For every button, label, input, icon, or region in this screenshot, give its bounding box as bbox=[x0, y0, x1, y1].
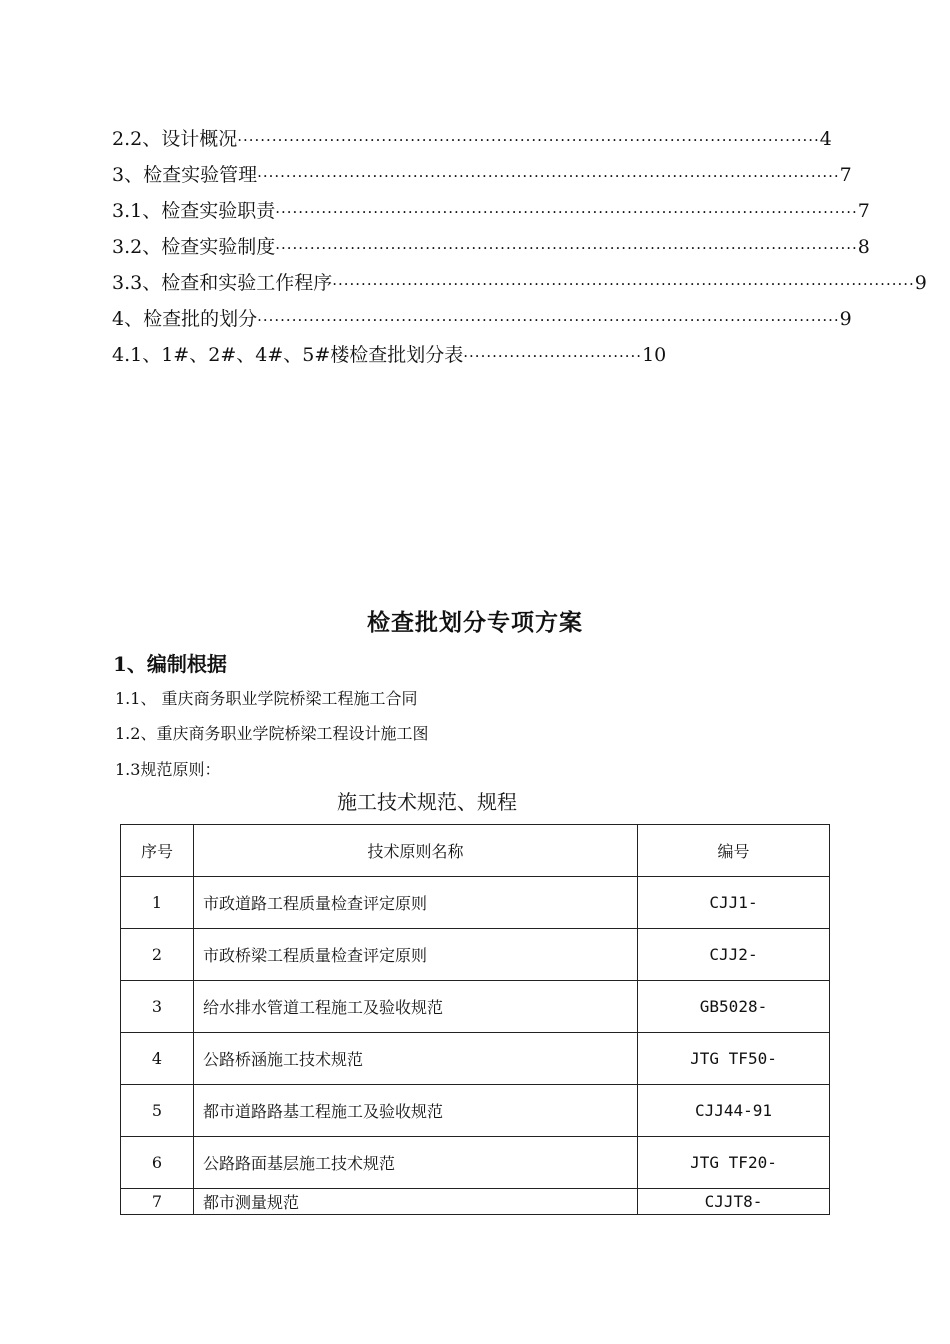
toc-entry-label: 3、检查实验管理 bbox=[112, 164, 258, 186]
table-row bbox=[121, 1189, 830, 1215]
standard-name: 市政道路工程质量检查评定原则 bbox=[194, 877, 638, 929]
table-row bbox=[121, 981, 830, 1033]
toc-entry[interactable] bbox=[112, 124, 832, 160]
standard-name: 市政桥梁工程质量检查评定原则 bbox=[194, 929, 638, 981]
table-row bbox=[121, 1033, 830, 1085]
toc-entry-label: 3.1、检查实验职责 bbox=[112, 200, 276, 222]
row-number: 5 bbox=[121, 1085, 194, 1137]
toc-entry-label: 3.2、检查实验制度 bbox=[112, 236, 276, 258]
standard-name: 都市测量规范 bbox=[194, 1189, 638, 1215]
toc-entry-label: 3.3、检查和实验工作程序 bbox=[112, 272, 333, 294]
standard-name: 给水排水管道工程施工及验收规范 bbox=[194, 981, 638, 1033]
toc-entry[interactable] bbox=[112, 268, 927, 304]
toc-leader-dots: ····································································································· bbox=[237, 131, 820, 149]
table-caption: 施工技术规范、规程 bbox=[337, 790, 517, 814]
toc-entry[interactable] bbox=[112, 304, 852, 340]
standard-code: CJJ44-91 bbox=[638, 1085, 830, 1137]
standard-name: 公路桥涵施工技术规范 bbox=[194, 1033, 638, 1085]
toc-entry-label: 4.1、1#、2#、4#、5#楼检查批划分表 bbox=[112, 344, 464, 366]
section-item: 1.2、重庆商务职业学院桥梁工程设计施工图 bbox=[115, 724, 429, 743]
row-number: 7 bbox=[121, 1189, 194, 1215]
toc-entry-page: 9 bbox=[839, 308, 852, 330]
column-header: 技术原则名称 bbox=[194, 825, 638, 877]
toc-leader-dots: ····································································································· bbox=[257, 311, 840, 329]
document-title: 检查批划分专项方案 bbox=[367, 609, 583, 636]
toc-leader-dots: ····································································································· bbox=[257, 167, 840, 185]
table-row bbox=[121, 929, 830, 981]
table-of-contents bbox=[112, 124, 927, 376]
toc-entry-page: 9 bbox=[914, 272, 927, 294]
toc-entry-page: 10 bbox=[642, 344, 667, 366]
column-header: 编号 bbox=[638, 825, 830, 877]
row-number: 1 bbox=[121, 877, 194, 929]
toc-entry[interactable] bbox=[112, 232, 870, 268]
table-row bbox=[121, 1137, 830, 1189]
toc-entry-label: 2.2、设计概况 bbox=[112, 128, 238, 150]
row-number: 6 bbox=[121, 1137, 194, 1189]
toc-leader-dots: ····································································································· bbox=[332, 275, 915, 293]
row-number: 3 bbox=[121, 981, 194, 1033]
section-heading: 1、编制根据 bbox=[113, 652, 227, 676]
standard-code: CJJ2- bbox=[638, 929, 830, 981]
toc-entry[interactable] bbox=[112, 160, 852, 196]
table-row bbox=[121, 877, 830, 929]
toc-entry-page: 7 bbox=[839, 164, 852, 186]
standard-code: CJJ1- bbox=[638, 877, 830, 929]
column-header: 序号 bbox=[121, 825, 194, 877]
toc-entry[interactable] bbox=[112, 196, 870, 232]
toc-leader-dots: ····································································································· bbox=[275, 239, 858, 257]
standard-name: 公路路面基层施工技术规范 bbox=[194, 1137, 638, 1189]
standard-code: JTG TF20- bbox=[638, 1137, 830, 1189]
toc-leader-dots: ······························· bbox=[463, 347, 643, 365]
toc-entry-page: 8 bbox=[857, 236, 870, 258]
table-row bbox=[121, 1085, 830, 1137]
standard-code: GB5028- bbox=[638, 981, 830, 1033]
toc-leader-dots: ····································································································· bbox=[275, 203, 858, 221]
row-number: 2 bbox=[121, 929, 194, 981]
row-number: 4 bbox=[121, 1033, 194, 1085]
standard-name: 都市道路路基工程施工及验收规范 bbox=[194, 1085, 638, 1137]
section-item: 1.3规范原则： bbox=[115, 760, 221, 779]
standards-table bbox=[120, 824, 830, 1215]
table-header-row bbox=[121, 825, 830, 877]
toc-entry-page: 4 bbox=[819, 128, 832, 150]
section-item: 1.1、 重庆商务职业学院桥梁工程施工合同 bbox=[115, 689, 418, 708]
standard-code: CJJT8- bbox=[638, 1189, 830, 1215]
toc-entry-label: 4、检查批的划分 bbox=[112, 308, 258, 330]
standard-code: JTG TF50- bbox=[638, 1033, 830, 1085]
toc-entry[interactable] bbox=[112, 340, 828, 376]
toc-entry-page: 7 bbox=[857, 200, 870, 222]
